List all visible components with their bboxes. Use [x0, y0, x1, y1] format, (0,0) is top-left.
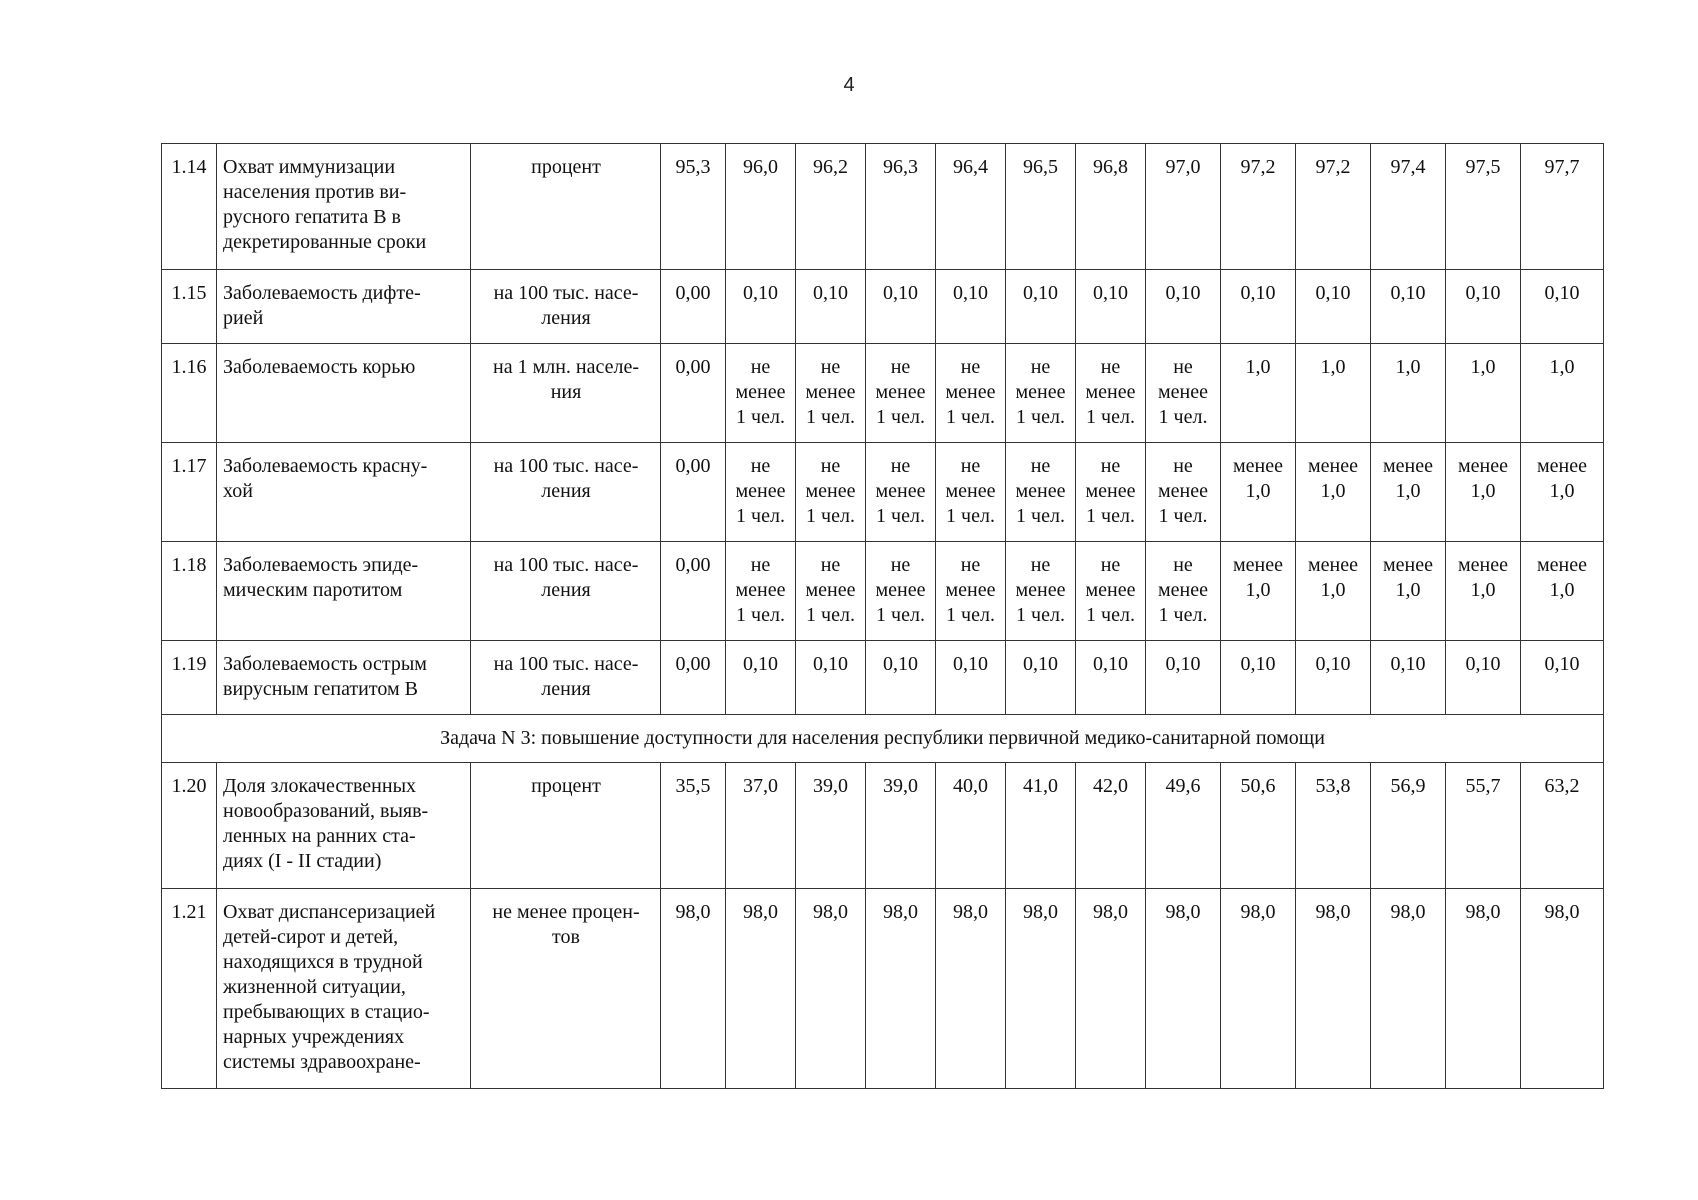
- value-cell: не менее 1 чел.: [936, 344, 1006, 443]
- value-cell: 98,0: [726, 889, 796, 1089]
- unit-cell: процент: [471, 763, 661, 889]
- value-cell: 0,10: [1521, 270, 1604, 344]
- row-number: 1.17: [162, 443, 217, 542]
- value-cell: 0,10: [1446, 270, 1521, 344]
- indicator-name: Охват иммунизации населения против ви- русного гепатита B в декретированные сроки: [217, 144, 471, 270]
- value-cell: не менее 1 чел.: [936, 443, 1006, 542]
- value-cell: 97,5: [1446, 144, 1521, 270]
- value-cell: 0,00: [661, 542, 726, 641]
- value-cell: 1,0: [1371, 344, 1446, 443]
- value-cell: 0,10: [1371, 270, 1446, 344]
- indicator-name: Доля злокачественных новообразований, выяв- ленных на ранних ста- диях (I - II стадии): [217, 763, 471, 889]
- value-cell: 98,0: [1371, 889, 1446, 1089]
- value-cell: 96,8: [1076, 144, 1146, 270]
- value-cell: не менее 1 чел.: [1146, 344, 1221, 443]
- table-row: [162, 889, 1604, 1089]
- value-cell: 49,6: [1146, 763, 1221, 889]
- value-cell: менее 1,0: [1296, 542, 1371, 641]
- value-cell: менее 1,0: [1521, 443, 1604, 542]
- value-cell: не менее 1 чел.: [1146, 542, 1221, 641]
- unit-cell: на 1 млн. населе- ния: [471, 344, 661, 443]
- value-cell: 56,9: [1371, 763, 1446, 889]
- row-number: 1.15: [162, 270, 217, 344]
- value-cell: менее 1,0: [1521, 542, 1604, 641]
- value-cell: 98,0: [661, 889, 726, 1089]
- value-cell: 98,0: [936, 889, 1006, 1089]
- value-cell: 0,10: [1006, 270, 1076, 344]
- table-row: [162, 763, 1604, 889]
- value-cell: не менее 1 чел.: [1076, 344, 1146, 443]
- value-cell: 35,5: [661, 763, 726, 889]
- value-cell: 0,10: [726, 270, 796, 344]
- value-cell: 0,10: [866, 641, 936, 715]
- table-row: [162, 542, 1604, 641]
- indicator-name: Охват диспансеризацией детей-сирот и детей, находящихся в трудной жизненной ситуации, пребывающих в стацио- нарных учреждениях системы здравоохране-: [217, 889, 471, 1089]
- unit-cell: на 100 тыс. насе- ления: [471, 641, 661, 715]
- value-cell: не менее 1 чел.: [726, 344, 796, 443]
- value-cell: менее 1,0: [1371, 542, 1446, 641]
- indicator-name: Заболеваемость дифте- рией: [217, 270, 471, 344]
- value-cell: 0,10: [1446, 641, 1521, 715]
- value-cell: 0,10: [1296, 641, 1371, 715]
- value-cell: 0,10: [1221, 641, 1296, 715]
- value-cell: 41,0: [1006, 763, 1076, 889]
- value-cell: 0,10: [726, 641, 796, 715]
- value-cell: 1,0: [1521, 344, 1604, 443]
- value-cell: 0,10: [796, 270, 866, 344]
- value-cell: 0,10: [1296, 270, 1371, 344]
- value-cell: 0,10: [866, 270, 936, 344]
- section-row: [162, 715, 1604, 763]
- section-title: Задача N 3: повышение доступности для населения республики первичной медико-санитарной помощи: [162, 715, 1604, 763]
- value-cell: 0,10: [1521, 641, 1604, 715]
- page-number: 4: [843, 74, 855, 96]
- value-cell: 0,00: [661, 641, 726, 715]
- unit-cell: процент: [471, 144, 661, 270]
- row-number: 1.18: [162, 542, 217, 641]
- value-cell: 0,10: [1006, 641, 1076, 715]
- table-row: [162, 144, 1604, 270]
- unit-cell: на 100 тыс. насе- ления: [471, 270, 661, 344]
- value-cell: менее 1,0: [1446, 542, 1521, 641]
- value-cell: не менее 1 чел.: [1076, 542, 1146, 641]
- row-number: 1.19: [162, 641, 217, 715]
- table-body: [162, 144, 1604, 1089]
- indicator-name: Заболеваемость острым вирусным гепатитом B: [217, 641, 471, 715]
- value-cell: 50,6: [1221, 763, 1296, 889]
- value-cell: 97,2: [1296, 144, 1371, 270]
- value-cell: менее 1,0: [1221, 443, 1296, 542]
- value-cell: 96,4: [936, 144, 1006, 270]
- value-cell: не менее 1 чел.: [936, 542, 1006, 641]
- unit-cell: на 100 тыс. насе- ления: [471, 542, 661, 641]
- value-cell: 96,3: [866, 144, 936, 270]
- table-row: [162, 641, 1604, 715]
- value-cell: не менее 1 чел.: [866, 542, 936, 641]
- value-cell: не менее 1 чел.: [726, 542, 796, 641]
- value-cell: не менее 1 чел.: [726, 443, 796, 542]
- value-cell: 98,0: [1446, 889, 1521, 1089]
- value-cell: 95,3: [661, 144, 726, 270]
- value-cell: 0,10: [1371, 641, 1446, 715]
- value-cell: 97,7: [1521, 144, 1604, 270]
- value-cell: 96,0: [726, 144, 796, 270]
- value-cell: менее 1,0: [1296, 443, 1371, 542]
- value-cell: 0,00: [661, 443, 726, 542]
- row-number: 1.20: [162, 763, 217, 889]
- value-cell: 1,0: [1221, 344, 1296, 443]
- value-cell: 98,0: [796, 889, 866, 1089]
- row-number: 1.21: [162, 889, 217, 1089]
- value-cell: 98,0: [866, 889, 936, 1089]
- value-cell: 98,0: [1221, 889, 1296, 1089]
- table-row: [162, 443, 1604, 542]
- value-cell: 97,0: [1146, 144, 1221, 270]
- value-cell: 1,0: [1446, 344, 1521, 443]
- value-cell: 0,10: [936, 270, 1006, 344]
- value-cell: не менее 1 чел.: [866, 443, 936, 542]
- value-cell: 0,10: [1146, 641, 1221, 715]
- value-cell: 55,7: [1446, 763, 1521, 889]
- value-cell: не менее 1 чел.: [796, 344, 866, 443]
- value-cell: не менее 1 чел.: [1006, 542, 1076, 641]
- value-cell: 42,0: [1076, 763, 1146, 889]
- value-cell: не менее 1 чел.: [796, 443, 866, 542]
- value-cell: не менее 1 чел.: [1006, 344, 1076, 443]
- value-cell: менее 1,0: [1221, 542, 1296, 641]
- value-cell: 39,0: [866, 763, 936, 889]
- value-cell: менее 1,0: [1446, 443, 1521, 542]
- value-cell: 0,10: [936, 641, 1006, 715]
- value-cell: 96,2: [796, 144, 866, 270]
- value-cell: не менее 1 чел.: [1076, 443, 1146, 542]
- indicator-name: Заболеваемость эпиде- мическим паротитом: [217, 542, 471, 641]
- value-cell: не менее 1 чел.: [796, 542, 866, 641]
- unit-cell: на 100 тыс. насе- ления: [471, 443, 661, 542]
- value-cell: 37,0: [726, 763, 796, 889]
- value-cell: 63,2: [1521, 763, 1604, 889]
- value-cell: 98,0: [1296, 889, 1371, 1089]
- table-row: [162, 344, 1604, 443]
- value-cell: 0,10: [796, 641, 866, 715]
- unit-cell: не менее процен- тов: [471, 889, 661, 1089]
- value-cell: 1,0: [1296, 344, 1371, 443]
- indicator-name: Заболеваемость красну- хой: [217, 443, 471, 542]
- row-number: 1.14: [162, 144, 217, 270]
- indicator-name: Заболеваемость корью: [217, 344, 471, 443]
- value-cell: 0,10: [1221, 270, 1296, 344]
- value-cell: 98,0: [1146, 889, 1221, 1089]
- value-cell: 39,0: [796, 763, 866, 889]
- value-cell: 0,00: [661, 344, 726, 443]
- value-cell: 0,10: [1076, 641, 1146, 715]
- value-cell: 97,2: [1221, 144, 1296, 270]
- value-cell: 96,5: [1006, 144, 1076, 270]
- value-cell: менее 1,0: [1371, 443, 1446, 542]
- value-cell: не менее 1 чел.: [866, 344, 936, 443]
- value-cell: 0,00: [661, 270, 726, 344]
- row-number: 1.16: [162, 344, 217, 443]
- value-cell: не менее 1 чел.: [1146, 443, 1221, 542]
- indicators-table: [161, 143, 1604, 1089]
- value-cell: 97,4: [1371, 144, 1446, 270]
- value-cell: 98,0: [1076, 889, 1146, 1089]
- value-cell: 98,0: [1006, 889, 1076, 1089]
- table-row: [162, 270, 1604, 344]
- value-cell: не менее 1 чел.: [1006, 443, 1076, 542]
- value-cell: 0,10: [1076, 270, 1146, 344]
- value-cell: 98,0: [1521, 889, 1604, 1089]
- value-cell: 0,10: [1146, 270, 1221, 344]
- value-cell: 53,8: [1296, 763, 1371, 889]
- value-cell: 40,0: [936, 763, 1006, 889]
